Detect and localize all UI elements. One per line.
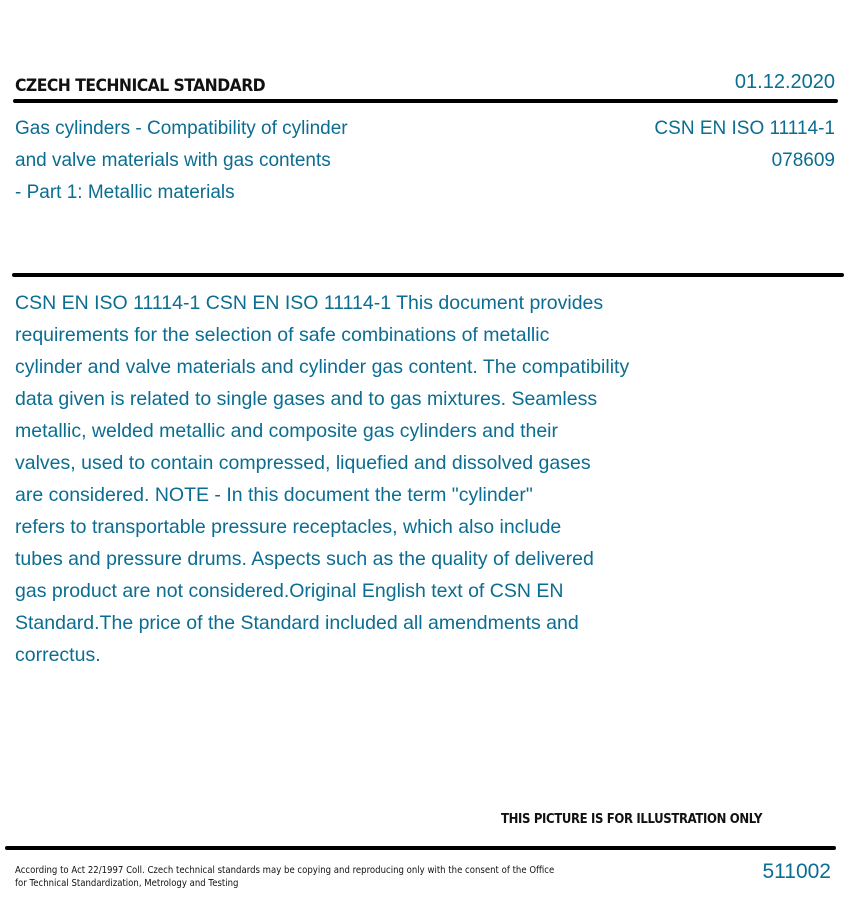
body-line: requirements for the selection of safe combinations of metallic [15, 324, 550, 346]
body-line: CSN EN ISO 11114-1 CSN EN ISO 11114-1 This document provides [15, 292, 604, 314]
footer-legal-line-2: for Technical Standardization, Metrology and Testing [15, 878, 239, 889]
body-line: valves, used to contain compressed, liquefied and dissolved gases [15, 452, 591, 474]
body-line: are considered. NOTE - In this document the term "cylinder" [15, 484, 533, 506]
body-line: gas product are not considered.Original English text of CSN EN [15, 580, 564, 602]
body-line: tubes and pressure drums. Aspects such as the quality of delivered [15, 548, 594, 570]
document-type-label: CZECH TECHNICAL STANDARD [15, 76, 266, 96]
title-line-1: Gas cylinders - Compatibility of cylinder [15, 118, 348, 139]
publication-date: 01.12.2020 [734, 71, 835, 93]
title-line-3: - Part 1: Metallic materials [15, 182, 235, 203]
footer-number: 511002 [762, 860, 831, 883]
catalog-number: 078609 [771, 150, 835, 171]
title-line-2: and valve materials with gas contents [15, 150, 331, 171]
body-line: Standard.The price of the Standard included all amendments and [15, 612, 579, 634]
body-line: cylinder and valve materials and cylinder gas content. The compatibility [15, 356, 630, 378]
body-line: correctus. [15, 644, 101, 666]
body-line: metallic, welded metallic and composite gas cylinders and their [15, 420, 559, 442]
title-divider [12, 273, 844, 277]
footer-divider [5, 846, 836, 850]
standard-code: CSN EN ISO 11114-1 [654, 118, 835, 139]
body-line: refers to transportable pressure receptacles, which also include [15, 516, 562, 538]
footer-legal-line-1: According to Act 22/1997 Coll. Czech technical standards may be copying and reproducing only with the consent of the Office [15, 865, 555, 876]
header-divider [13, 99, 838, 103]
illustration-disclaimer: THIS PICTURE IS FOR ILLUSTRATION ONLY [501, 812, 763, 827]
body-line: data given is related to single gases and to gas mixtures. Seamless [15, 388, 598, 410]
